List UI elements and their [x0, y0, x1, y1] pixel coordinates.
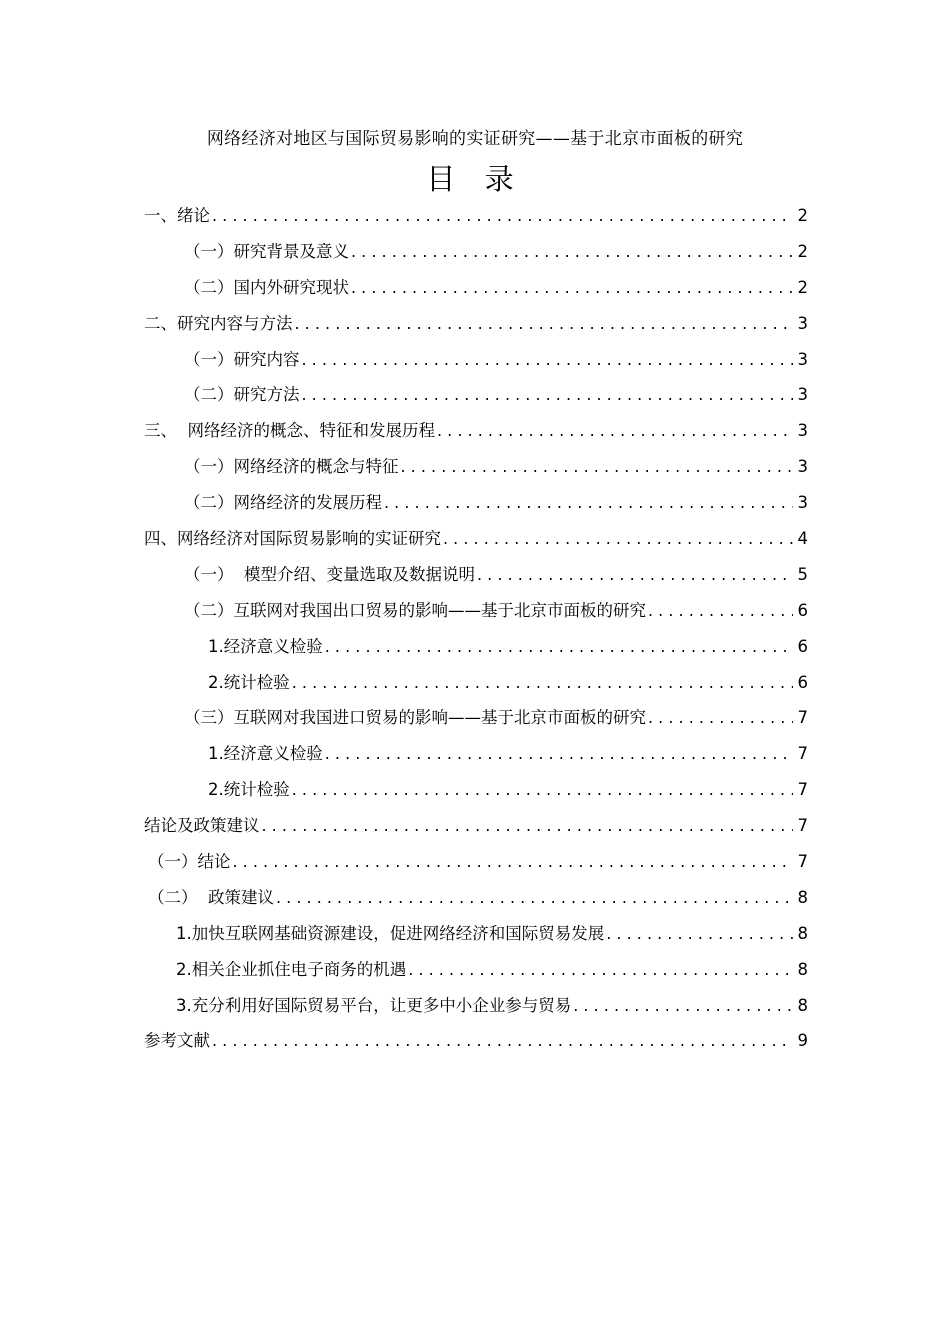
toc-dot-leader	[233, 844, 794, 880]
toc-dot-leader	[292, 772, 793, 808]
toc-dot-leader	[212, 198, 793, 234]
toc-entry[interactable]	[144, 808, 808, 844]
toc-dot-leader	[477, 557, 793, 593]
toc-entry[interactable]	[144, 700, 808, 736]
toc-entry[interactable]	[144, 485, 808, 521]
toc-page-number: 3	[797, 349, 808, 369]
toc-dot-leader	[292, 665, 793, 701]
toc-page-number: 6	[797, 600, 808, 620]
toc-dot-leader	[325, 736, 793, 772]
toc-page-number: 8	[797, 995, 808, 1015]
toc-dot-leader	[408, 952, 793, 988]
toc-dot-leader	[606, 916, 793, 952]
toc-dot-leader	[295, 306, 794, 342]
toc-entry-label: （一）研究内容	[184, 349, 300, 369]
toc-entry[interactable]	[144, 377, 808, 413]
toc-page-number: 7	[797, 852, 808, 872]
toc-entry[interactable]	[144, 449, 808, 485]
toc-page-number: 7	[797, 780, 808, 800]
toc-entry[interactable]	[144, 1023, 808, 1059]
toc-entry-label: （三）互联网对我国进口贸易的影响——基于北京市面板的研究	[184, 708, 646, 728]
toc-page-number: 2	[797, 241, 808, 261]
toc-page-number: 3	[797, 493, 808, 513]
toc-dot-leader	[384, 485, 793, 521]
toc-dot-leader	[262, 808, 794, 844]
toc-page-number: 8	[797, 887, 808, 907]
toc-entry-label: （二）国内外研究现状	[184, 277, 349, 297]
toc-entry-label: （二）网络经济的发展历程	[184, 493, 382, 513]
toc-entry[interactable]	[144, 557, 808, 593]
toc-entry-label: 四、网络经济对国际贸易影响的实证研究	[144, 529, 441, 549]
table-of-contents	[144, 198, 808, 1059]
toc-dot-leader	[437, 413, 793, 449]
toc-page-number: 7	[797, 816, 808, 836]
toc-page-number: 7	[797, 744, 808, 764]
toc-page-number: 2	[797, 277, 808, 297]
toc-page-number: 8	[797, 923, 808, 943]
toc-entry-label: 三、 网络经济的概念、特征和发展历程	[144, 421, 435, 441]
toc-entry[interactable]	[144, 880, 808, 916]
toc-entry-label: 1.经济意义检验	[208, 744, 323, 764]
toc-page-number: 5	[797, 564, 808, 584]
toc-entry[interactable]	[144, 306, 808, 342]
toc-entry[interactable]	[144, 413, 808, 449]
toc-entry[interactable]	[144, 342, 808, 378]
toc-entry[interactable]	[144, 270, 808, 306]
toc-dot-leader	[648, 700, 793, 736]
toc-entry[interactable]	[144, 916, 808, 952]
toc-page-number: 9	[797, 1031, 808, 1051]
toc-entry-label: （二） 政策建议	[148, 887, 274, 907]
toc-dot-leader	[302, 377, 794, 413]
toc-page-number: 7	[797, 708, 808, 728]
toc-page-number: 3	[797, 457, 808, 477]
toc-entry-label: 结论及政策建议	[144, 816, 260, 836]
toc-page-number: 6	[797, 672, 808, 692]
toc-entry-label: 1.加快互联网基础资源建设，促进网络经济和国际贸易发展	[176, 923, 605, 943]
toc-dot-leader	[351, 234, 793, 270]
toc-dot-leader	[401, 449, 794, 485]
toc-dot-leader	[573, 988, 793, 1024]
toc-page-number: 8	[797, 959, 808, 979]
toc-entry[interactable]	[144, 665, 808, 701]
toc-dot-leader	[212, 1023, 793, 1059]
toc-entry[interactable]	[144, 198, 808, 234]
toc-entry[interactable]	[144, 952, 808, 988]
toc-dot-leader	[325, 629, 793, 665]
toc-page-number: 3	[797, 421, 808, 441]
toc-entry[interactable]	[144, 772, 808, 808]
toc-entry-label: 2.相关企业抓住电子商务的机遇	[176, 959, 407, 979]
toc-dot-leader	[443, 521, 793, 557]
toc-page-number: 4	[797, 529, 808, 549]
toc-entry[interactable]	[144, 593, 808, 629]
toc-entry[interactable]	[144, 988, 808, 1024]
toc-entry-label: 1.经济意义检验	[208, 636, 323, 656]
toc-entry-label: （二）互联网对我国出口贸易的影响——基于北京市面板的研究	[184, 600, 646, 620]
toc-dot-leader	[351, 270, 793, 306]
toc-dot-leader	[302, 342, 794, 378]
toc-dot-leader	[276, 880, 793, 916]
toc-entry-label: （二）研究方法	[184, 385, 300, 405]
toc-entry[interactable]	[144, 844, 808, 880]
toc-entry[interactable]	[144, 629, 808, 665]
toc-heading: 目 录	[426, 162, 524, 196]
toc-entry[interactable]	[144, 736, 808, 772]
toc-page-number: 3	[797, 385, 808, 405]
toc-entry-label: （一）研究背景及意义	[184, 241, 349, 261]
toc-entry-label: （一）结论	[148, 852, 231, 872]
toc-entry-label: 参考文献	[144, 1031, 210, 1051]
toc-page-number: 2	[797, 206, 808, 225]
toc-page-number: 3	[797, 313, 808, 333]
document-title: 网络经济对地区与国际贸易影响的实证研究——基于北京市面板的研究	[206, 129, 744, 149]
toc-entry-label: 2.统计检验	[208, 672, 290, 692]
toc-entry-label: 3.充分利用好国际贸易平台，让更多中小企业参与贸易	[176, 995, 572, 1015]
toc-entry-label: （一） 模型介绍、变量选取及数据说明	[184, 564, 475, 584]
toc-entry-label: （一）网络经济的概念与特征	[184, 457, 399, 477]
toc-page-number: 6	[797, 636, 808, 656]
toc-entry[interactable]	[144, 521, 808, 557]
toc-entry-label: 2.统计检验	[208, 780, 290, 800]
toc-entry-label: 二、研究内容与方法	[144, 313, 293, 333]
toc-dot-leader	[648, 593, 793, 629]
toc-entry[interactable]	[144, 234, 808, 270]
toc-entry-label: 一、绪论	[144, 206, 210, 225]
